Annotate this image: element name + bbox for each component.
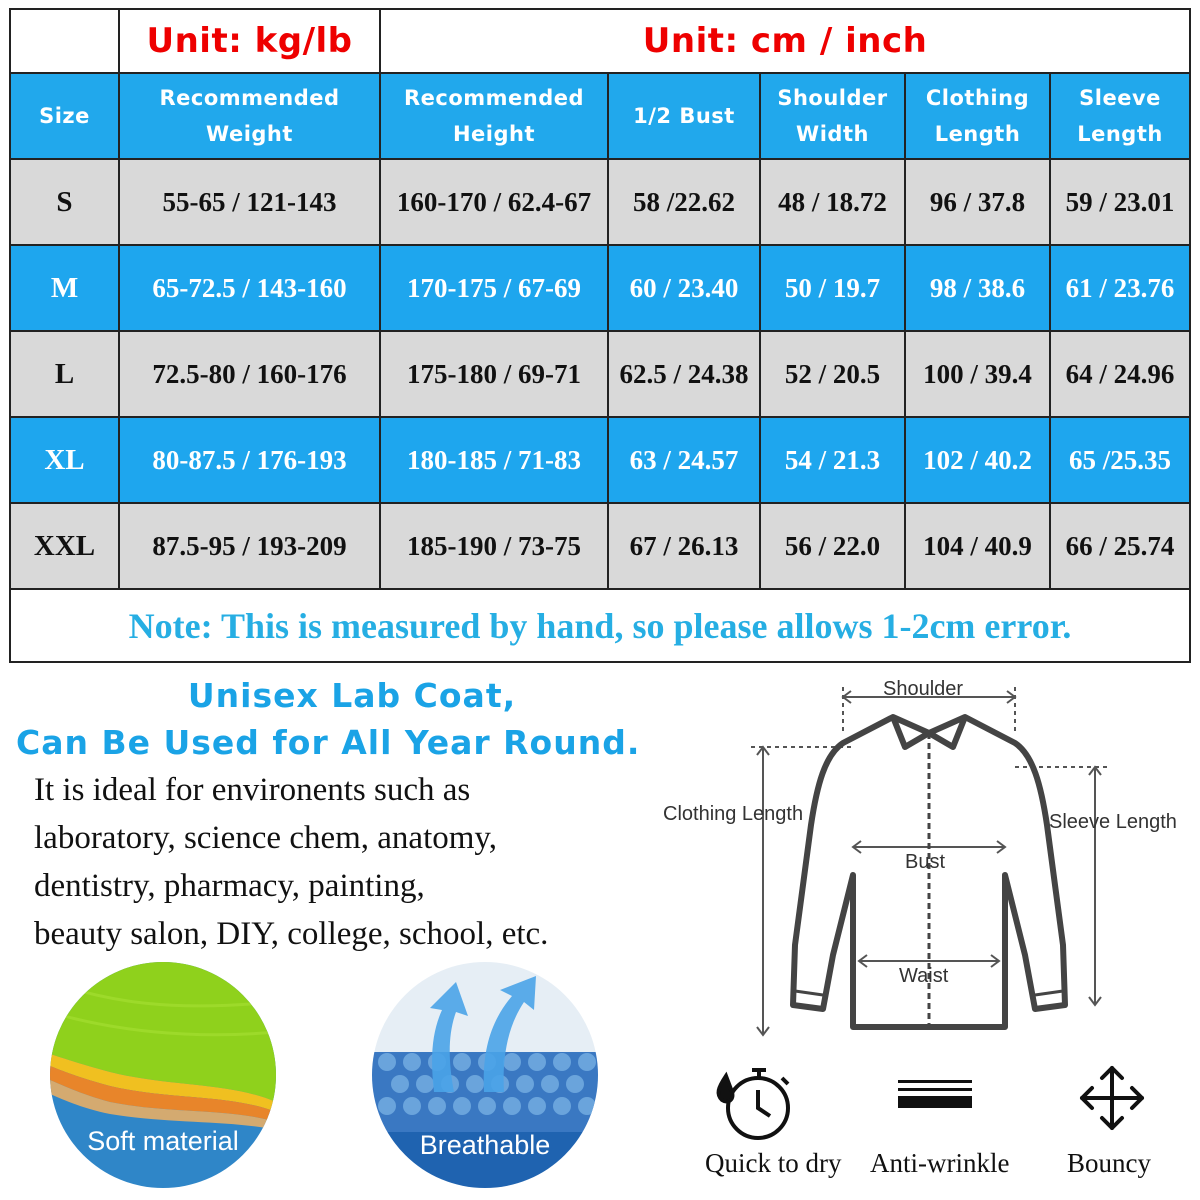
size-chart-table: [9, 8, 1191, 663]
breathable-badge: [372, 962, 598, 1188]
description-line: It is ideal for environents such as: [34, 772, 471, 808]
note-row: [10, 589, 1190, 662]
length-cell: 96 / 37.8: [905, 159, 1050, 245]
header-row: [10, 73, 1190, 159]
weight-cell: 72.5-80 / 160-176: [119, 331, 380, 417]
size-cell: XXL: [10, 503, 119, 589]
shoulder-cell: 48 / 18.72: [760, 159, 905, 245]
bust-cell: 62.5 / 24.38: [608, 331, 760, 417]
table-row: [10, 331, 1190, 417]
measurement-diagram: [655, 675, 1200, 1045]
quick-dry-label: Quick to dry: [705, 1148, 842, 1178]
description-line: laboratory, science chem, anatomy,: [34, 820, 498, 856]
weight-cell: 87.5-95 / 193-209: [119, 503, 380, 589]
sleeve-cell: 65 /25.35: [1050, 417, 1190, 503]
waist-label: Waist: [899, 965, 949, 987]
header-sleeve-length: Sleeve Length: [1050, 73, 1190, 159]
weight-cell: 80-87.5 / 176-193: [119, 417, 380, 503]
size-cell: XL: [10, 417, 119, 503]
shoulder-cell: 50 / 19.7: [760, 245, 905, 331]
headline-line-1: Unisex Lab Coat,: [187, 676, 517, 715]
weight-cell: 55-65 / 121-143: [119, 159, 380, 245]
unit-row: [10, 9, 1190, 73]
bouncy-label: Bouncy: [1067, 1148, 1151, 1178]
height-cell: 175-180 / 69-71: [380, 331, 608, 417]
flat-fabric-icon: [898, 1080, 972, 1110]
expand-arrows-icon: [1076, 1062, 1148, 1134]
size-cell: L: [10, 331, 119, 417]
length-cell: 104 / 40.9: [905, 503, 1050, 589]
sleeve-cell: 64 / 24.96: [1050, 331, 1190, 417]
height-cell: 160-170 / 62.4-67: [380, 159, 608, 245]
length-cell: 100 / 39.4: [905, 331, 1050, 417]
shoulder-cell: 52 / 20.5: [760, 331, 905, 417]
height-cell: 185-190 / 73-75: [380, 503, 608, 589]
shoulder-label: Shoulder: [883, 678, 964, 700]
table-row: [10, 159, 1190, 245]
description-line: dentistry, pharmacy, painting,: [34, 868, 425, 904]
header-height: Recommended Height: [380, 73, 608, 159]
sleeve-cell: 66 / 25.74: [1050, 503, 1190, 589]
description-line: beauty salon, DIY, college, school, etc.: [34, 916, 549, 952]
unit-weight-label: Unit: kg/lb: [119, 9, 380, 73]
headline-line-2: Can Be Used for All Year Round.: [16, 723, 641, 762]
bust-label: Bust: [905, 851, 946, 873]
length-cell: 102 / 40.2: [905, 417, 1050, 503]
bust-cell: 60 / 23.40: [608, 245, 760, 331]
soft-material-badge: [50, 962, 276, 1188]
sleeve-cell: 61 / 23.76: [1050, 245, 1190, 331]
header-shoulder: Shoulder Width: [760, 73, 905, 159]
size-cell: M: [10, 245, 119, 331]
shoulder-cell: 54 / 21.3: [760, 417, 905, 503]
table-row: [10, 503, 1190, 589]
anti-wrinkle-label: Anti-wrinkle: [870, 1148, 1010, 1178]
height-cell: 170-175 / 67-69: [380, 245, 608, 331]
length-cell: 98 / 38.6: [905, 245, 1050, 331]
size-cell: S: [10, 159, 119, 245]
measurement-note: Note: This is measured by hand, so please allows 1-2cm error.: [10, 589, 1190, 662]
weight-cell: 65-72.5 / 143-160: [119, 245, 380, 331]
header-weight: Recommended Weight: [119, 73, 380, 159]
soft-material-label: Soft material: [87, 1126, 239, 1156]
table-row: [10, 245, 1190, 331]
header-clothing-length: Clothing Length: [905, 73, 1050, 159]
bust-cell: 67 / 26.13: [608, 503, 760, 589]
height-cell: 180-185 / 71-83: [380, 417, 608, 503]
header-size: Size: [10, 73, 119, 159]
sleeve-length-label: Sleeve Length: [1049, 811, 1177, 833]
unit-corner-cell: [10, 9, 119, 73]
bust-cell: 63 / 24.57: [608, 417, 760, 503]
header-bust: 1/2 Bust: [608, 73, 760, 159]
stopwatch-droplet-icon: [712, 1060, 796, 1144]
unit-measure-label: Unit: cm / inch: [380, 9, 1190, 73]
shoulder-cell: 56 / 22.0: [760, 503, 905, 589]
table-row: [10, 417, 1190, 503]
bust-cell: 58 /22.62: [608, 159, 760, 245]
clothing-length-label: Clothing Length: [663, 803, 804, 825]
breathable-label: Breathable: [419, 1130, 551, 1160]
sleeve-cell: 59 / 23.01: [1050, 159, 1190, 245]
